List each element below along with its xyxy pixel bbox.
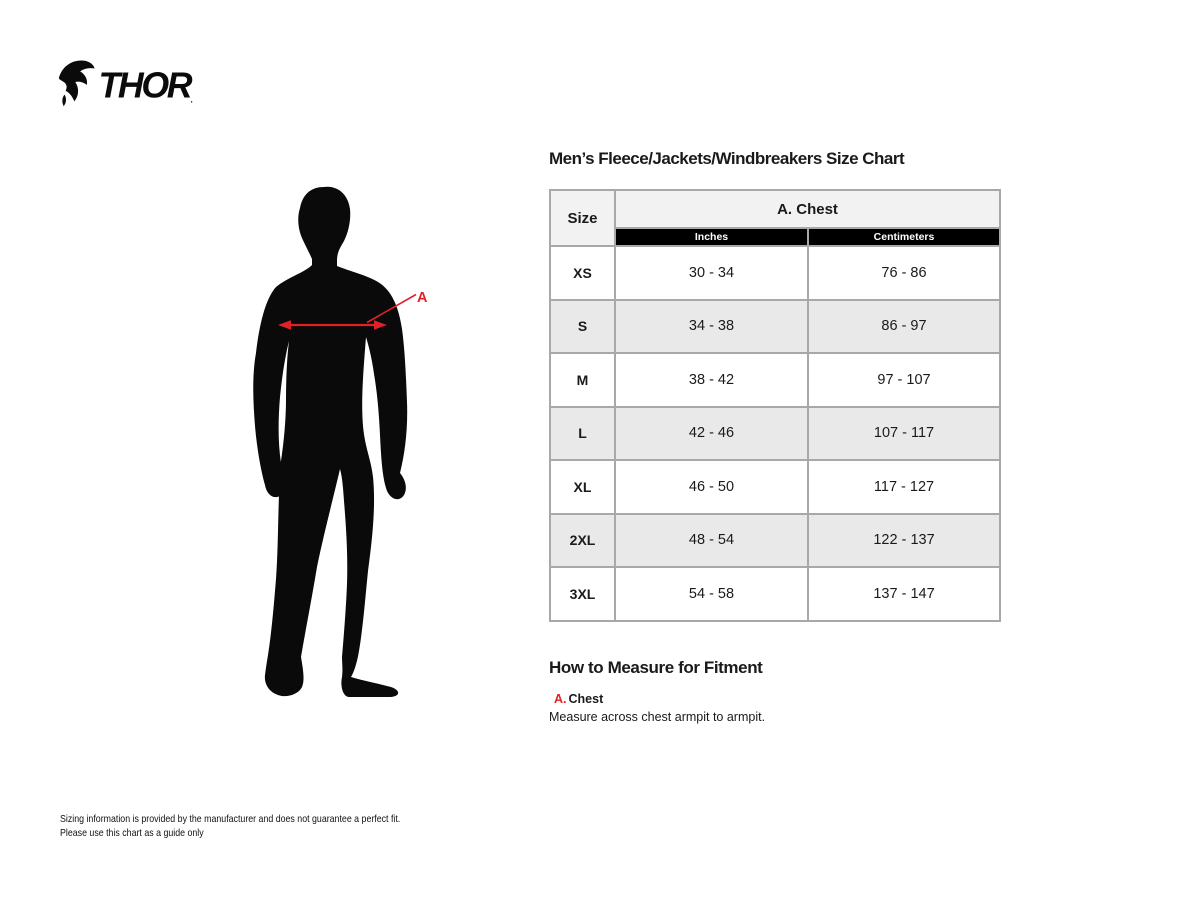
measurement-item xyxy=(549,692,765,724)
table-row-xl xyxy=(550,460,1000,514)
centimeters-cell: 137 - 147 xyxy=(808,567,1000,621)
table-row-xs xyxy=(550,246,1000,300)
table-row-3xl xyxy=(550,567,1000,621)
size-cell: L xyxy=(550,407,615,461)
size-cell: XL xyxy=(550,460,615,514)
size-cell: 3XL xyxy=(550,567,615,621)
male-silhouette xyxy=(253,187,407,697)
size-cell: 2XL xyxy=(550,514,615,568)
thor-logo-icon xyxy=(59,60,95,106)
inches-cell: 48 - 54 xyxy=(615,514,808,568)
inches-cell: 34 - 38 xyxy=(615,300,808,354)
how-to-measure-heading: How to Measure for Fitment xyxy=(549,658,763,677)
column-header-chest-group: A. Chest xyxy=(615,190,1000,228)
centimeters-cell: 117 - 127 xyxy=(808,460,1000,514)
centimeters-cell: 97 - 107 xyxy=(808,353,1000,407)
size-chart-title: Men’s Fleece/Jackets/Windbreakers Size Chart xyxy=(549,149,905,168)
table-subheader-row xyxy=(550,228,1000,246)
thor-logo-text: THOR xyxy=(98,65,191,106)
table-header-row xyxy=(550,190,1000,228)
inches-cell: 42 - 46 xyxy=(615,407,808,461)
centimeters-cell: 86 - 97 xyxy=(808,300,1000,354)
measurement-figure xyxy=(230,170,470,710)
table-row-m xyxy=(550,353,1000,407)
measurement-item-key: A. xyxy=(554,692,567,706)
size-cell: M xyxy=(550,353,615,407)
centimeters-cell: 107 - 117 xyxy=(808,407,1000,461)
column-header-centimeters: Centimeters xyxy=(808,228,1000,246)
inches-cell: 46 - 50 xyxy=(615,460,808,514)
column-header-size: Size xyxy=(550,190,615,246)
measurement-item-name: Chest xyxy=(568,692,604,706)
measurement-item-title xyxy=(549,692,765,706)
inches-cell: 54 - 58 xyxy=(615,567,808,621)
thor-logo xyxy=(55,57,200,109)
centimeters-cell: 122 - 137 xyxy=(808,514,1000,568)
disclaimer-line-1: Sizing information is provided by the manufacturer and does not guarantee a perfect fit. xyxy=(60,813,401,825)
centimeters-cell: 76 - 86 xyxy=(808,246,1000,300)
table-row-2xl xyxy=(550,514,1000,568)
table-row-s xyxy=(550,300,1000,354)
measurement-item-description: Measure across chest armpit to armpit. xyxy=(549,710,766,724)
disclaimer-line-2: Please use this chart as a guide only xyxy=(60,827,204,839)
inches-cell: 30 - 34 xyxy=(615,246,808,300)
column-header-inches: Inches xyxy=(615,228,808,246)
size-cell: S xyxy=(550,300,615,354)
table-row-l xyxy=(550,407,1000,461)
size-cell: XS xyxy=(550,246,615,300)
disclaimer xyxy=(60,812,400,840)
thor-logo-trademark: . xyxy=(190,94,193,105)
inches-cell: 38 - 42 xyxy=(615,353,808,407)
measurement-label-a: A xyxy=(417,290,428,306)
size-chart-table xyxy=(549,189,1001,622)
